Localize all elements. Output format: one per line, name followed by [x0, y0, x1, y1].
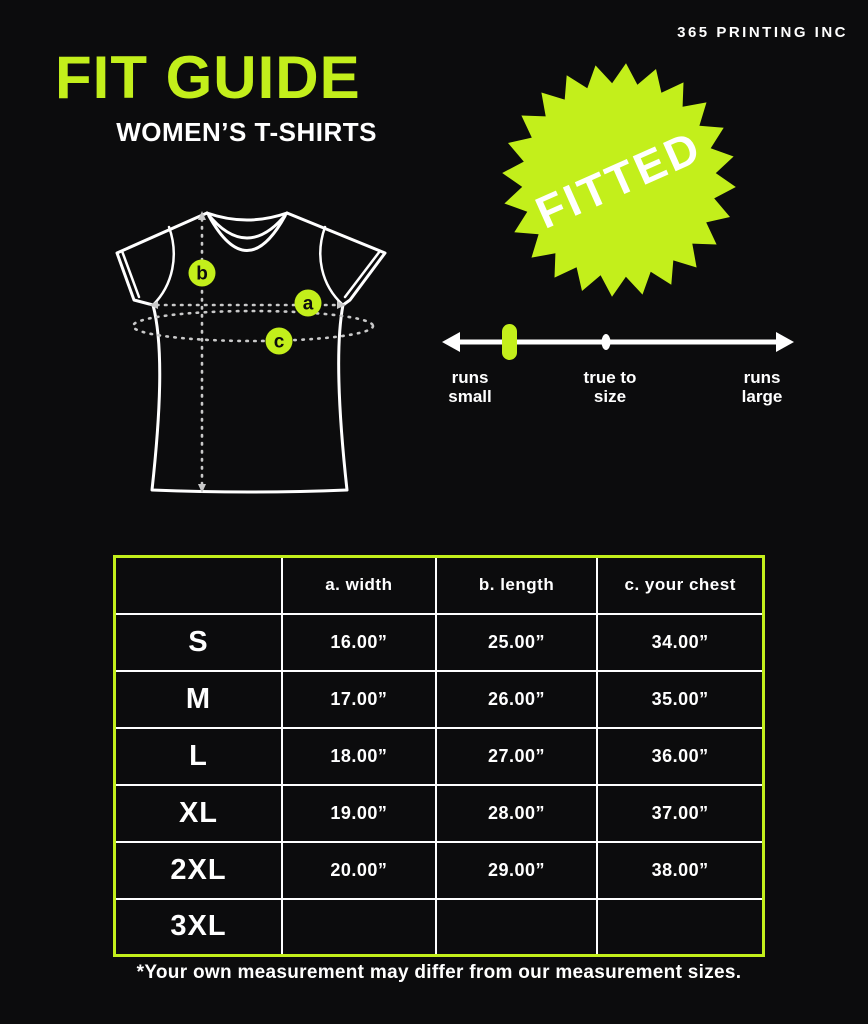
table-row: [115, 842, 764, 899]
scale-arrow-left-icon: [442, 332, 460, 352]
fitted-badge: [499, 60, 739, 300]
chest-value: 36.00”: [597, 728, 763, 785]
chest-value: 37.00”: [597, 785, 763, 842]
table-row: [115, 728, 764, 785]
size-table: [113, 555, 765, 957]
brand-name: 365 PRINTING INC: [677, 24, 848, 41]
table-row: [115, 785, 764, 842]
scale-label-runs-large: runs large: [741, 368, 783, 406]
length-value: 26.00”: [436, 671, 598, 728]
fit-scale-arrow-icon: [440, 312, 796, 370]
width-value: 19.00”: [282, 785, 436, 842]
page-subtitle: WOMEN’S T-SHIRTS: [116, 117, 377, 147]
size-label: L: [115, 728, 282, 785]
table-header-row: [115, 557, 764, 614]
width-value: 17.00”: [282, 671, 436, 728]
size-table-container: [113, 555, 765, 957]
table-row: [115, 614, 764, 671]
header-cell-chest: c. your chest: [597, 557, 763, 614]
width-value: [282, 899, 436, 956]
marker-a-letter: a: [302, 293, 314, 315]
chest-value: 35.00”: [597, 671, 763, 728]
scale-label-true-to-size: true to size: [583, 368, 637, 406]
size-label: 3XL: [115, 899, 282, 956]
header: [55, 44, 377, 148]
measurement-disclaimer: *Your own measurement may differ from our measurement sizes.: [136, 962, 742, 983]
size-label: 2XL: [115, 842, 282, 899]
page-title: FIT GUIDE: [55, 44, 361, 111]
marker-c-letter: c: [273, 331, 285, 353]
chest-guide-ellipse: [133, 311, 373, 341]
size-label: S: [115, 614, 282, 671]
true-to-size-dot: [602, 334, 611, 350]
tshirt-diagram: [95, 185, 425, 525]
marker-b-letter: b: [196, 263, 208, 285]
header-cell-length: b. length: [436, 557, 598, 614]
header-cell-size: [115, 557, 282, 614]
length-value: 25.00”: [436, 614, 598, 671]
size-label: XL: [115, 785, 282, 842]
tshirt-outline-icon: [95, 185, 425, 525]
width-value: 18.00”: [282, 728, 436, 785]
fit-marker-pill: [502, 324, 517, 360]
fitted-badge-label: FITTED: [528, 120, 710, 239]
length-value: [436, 899, 598, 956]
length-value: 28.00”: [436, 785, 598, 842]
chest-value: 38.00”: [597, 842, 763, 899]
table-row: [115, 899, 764, 956]
header-cell-width: a. width: [282, 557, 436, 614]
chest-value: 34.00”: [597, 614, 763, 671]
table-row: [115, 671, 764, 728]
scale-arrow-right-icon: [776, 332, 794, 352]
fit-scale: [440, 312, 796, 370]
width-value: 16.00”: [282, 614, 436, 671]
chest-value: [597, 899, 763, 956]
scale-label-runs-small: runs small: [448, 368, 492, 406]
size-label: M: [115, 671, 282, 728]
width-value: 20.00”: [282, 842, 436, 899]
length-value: 27.00”: [436, 728, 598, 785]
length-value: 29.00”: [436, 842, 598, 899]
